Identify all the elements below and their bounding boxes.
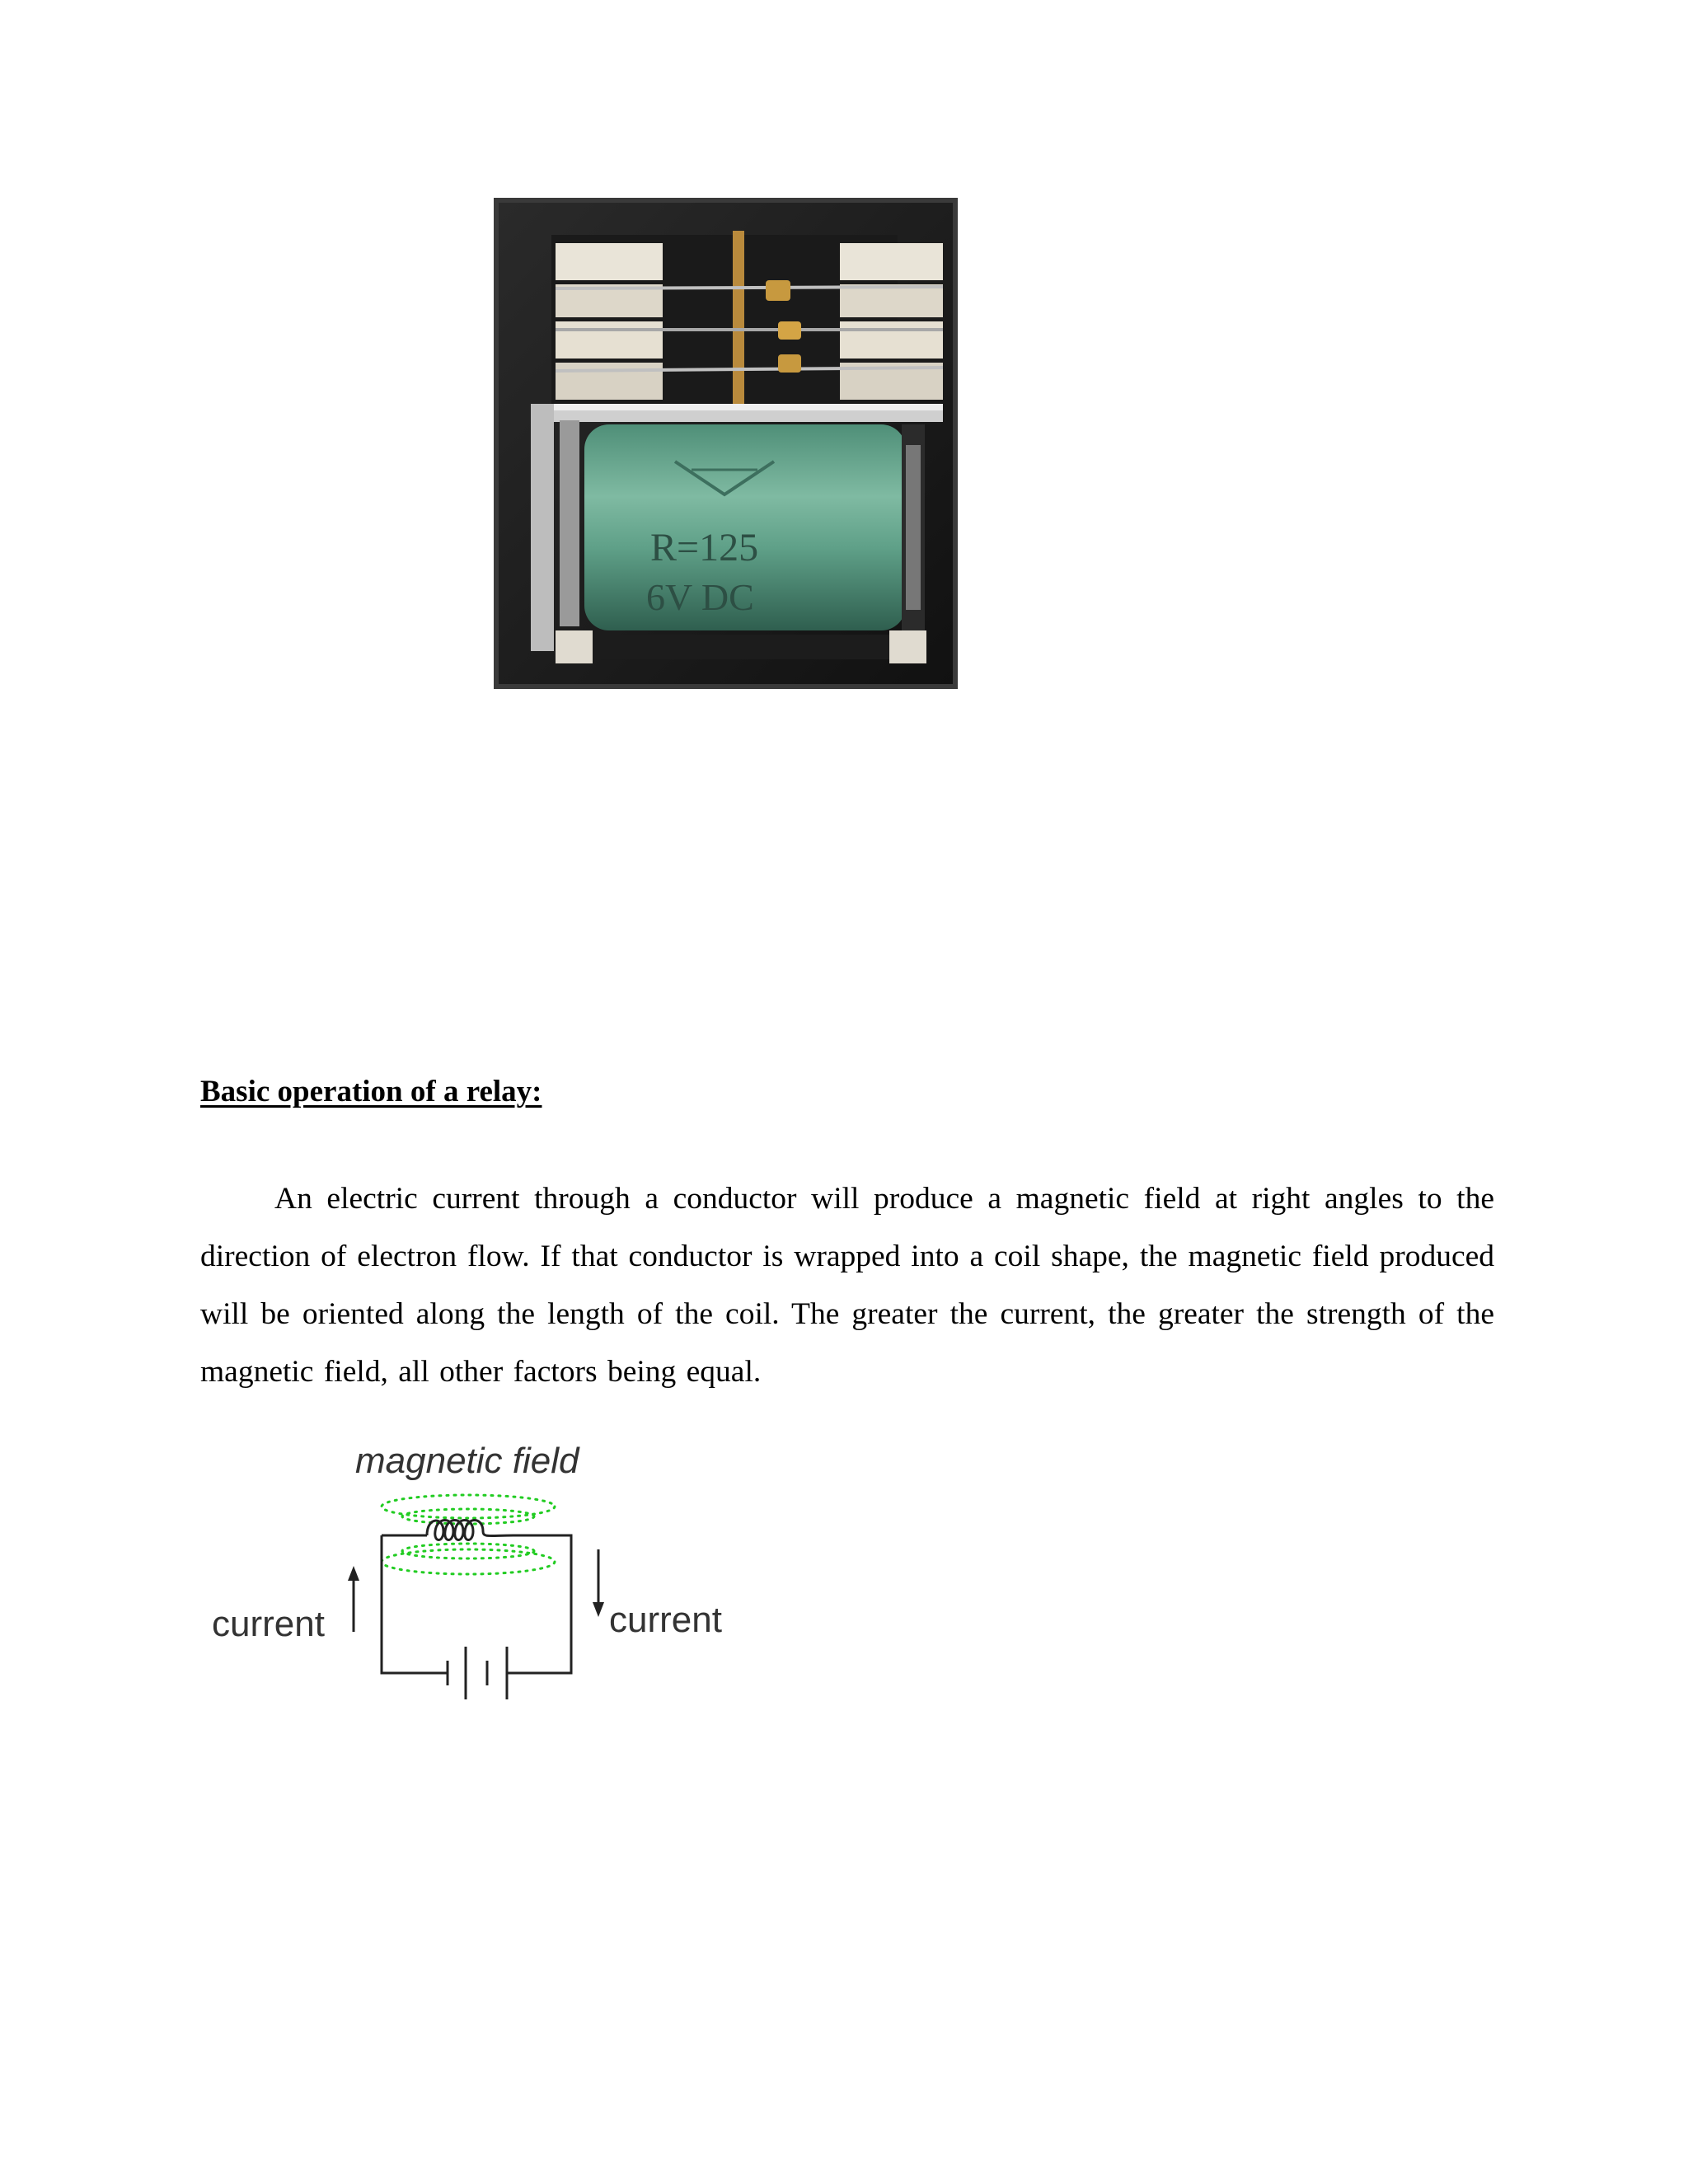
- contact-stack-left: [556, 243, 663, 400]
- current-up-arrow-icon: [348, 1566, 359, 1632]
- current-label-right: current: [609, 1600, 722, 1640]
- relay-photo: [494, 198, 958, 689]
- body-paragraph: An electric current through a conductor will produce a magnetic field at right angles to the direction of electron flow. If that conductor is wrapped into a coil shape, the magnetic field produced will be oriented along the length of the coil. The greater the current, the greater the strength of the magnetic field, all other factors being equal.: [200, 1182, 1494, 1389]
- coil-icon: [427, 1521, 513, 1540]
- contact-stack-right: [840, 243, 943, 400]
- magnetic-field-diagram: [200, 1434, 761, 1714]
- current-down-arrow-icon: [593, 1549, 604, 1617]
- coil-label-resistance: R=125: [650, 526, 759, 569]
- battery-icon: [448, 1647, 507, 1699]
- coil-label-voltage: 6V DC: [646, 576, 754, 618]
- current-label-left: current: [212, 1604, 325, 1644]
- magnetic-field-label: magnetic field: [355, 1441, 579, 1481]
- section-heading: Basic operation of a relay:: [200, 1075, 542, 1108]
